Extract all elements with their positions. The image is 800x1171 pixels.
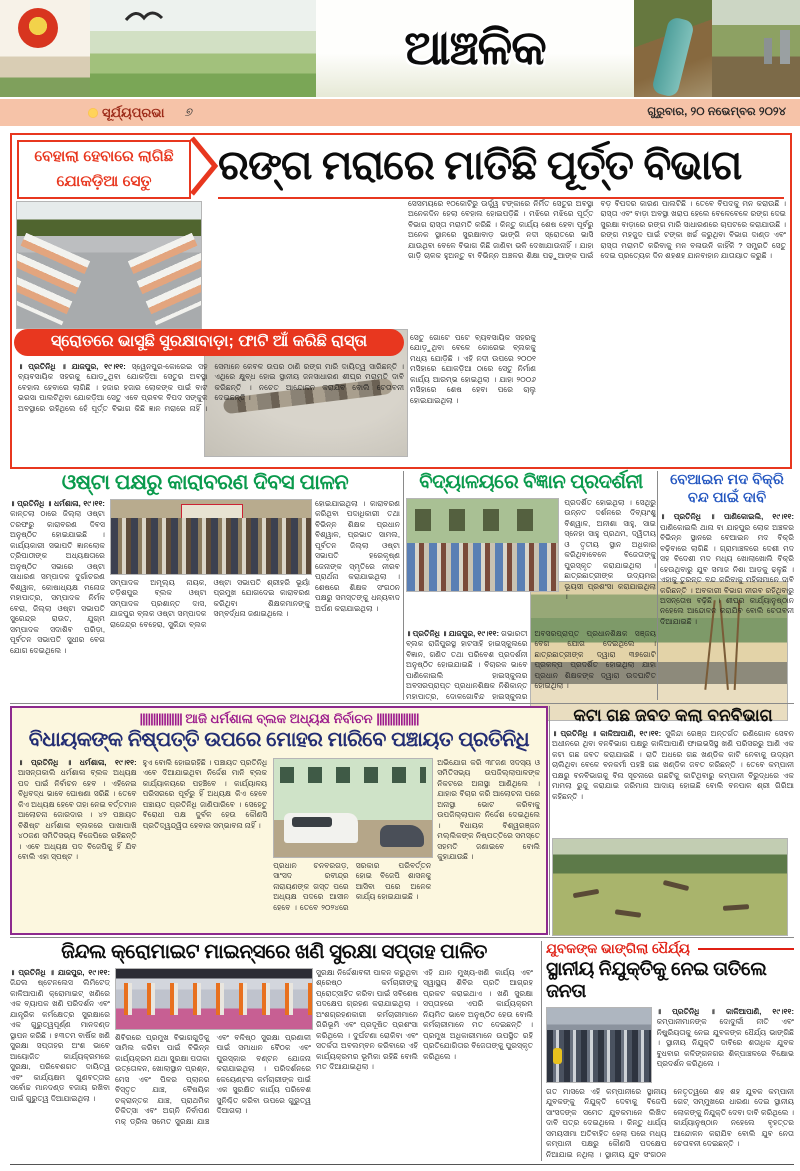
body-text: ଗଭାରତୀ ବ୍ଲକ ରାଜିପୁରସ୍ଥ ହାଟସାହି ହାଇସ୍କୁଲରେ ବିଜ୍ଞାନ, ଗଣିତ ତଥା ପରିବେଶ ପ୍ରଦର୍ଶନୀ ଅନୁଷ୍ଠିତ ହୋଇଯାଇଛି । ବିଚାରକ ଭାବେ ପାଣିକୋଇଲି ହାଇସ୍କୁଲର ଅବସରପ୍ରାପ୍ତ ପ୍ରଧାନଶିକ୍ଷକ ନିଶିକାନ୍ତ ମହାପାତ୍ର, ଦୋଳଗୋବିନ୍ଦ ହାଇସ୍କୁଲର ଅବସରପ୍ରାପ୍ତ ପ୍ରଧାନଶିକ୍ଷକ ସଞ୍ଜୟ ବେଗ ଯୋଗ ଦେଇଥିଲେ । ଛାତ୍ରଛାତ୍ରୀଙ୍କ ଦ୍ୱାରା ୩୭ଗୋଟି ପ୍ରକଳ୍ପ ପ୍ରଦର୍ଶିତ ହୋଇଥିଲା ଯାହା ପ୍ରଧାନ ଶିକ୍ଷକଙ୍କ ଦ୍ୱାରା ଉଦଘାଟିତ ହୋଇଥିଲା । xyxy=(406,629,656,701)
byline: ॥ ପ୍ରତିନିଧି ॥ ପାଣିକୋଇଲି, ୧୯।୧୧: xyxy=(660,512,794,522)
bridge-kicker-box xyxy=(17,140,191,199)
osta-headline: ଓଷ୍ଟା ପକ୍ଷରୁ କାରାବରଣ ଦିବସ ପାଳନ xyxy=(61,471,349,494)
election-headline: ବିଧାୟକଙ୍କ ନିଷ୍ପତ୍ତି ଉପରେ ମୋହର ମାରିବେ ପଞ୍ଚାୟତ ପ୍ରତିନିଧି xyxy=(28,728,530,751)
bridge-body-right xyxy=(408,199,786,327)
column-divider xyxy=(549,706,550,935)
page-number: ୭ xyxy=(184,105,192,119)
byline: ॥ ପ୍ରତିନିଧି ॥ ଧର୍ମଶାଳା, ୧୯।୧୧: xyxy=(18,758,137,767)
body-text: ପ୍ରଦର୍ଶିତ ହୋଇଥିଲା । ସେଥିରୁ ଉନ୍ନତ ଦର୍ଶନରେ ଦିବ୍ୟାଂଶୁ ବିଶ୍ୱାଳ, ଅନୀଶା ସାହୁ, ସାଇ ସ୍ନେହା ସାହୁ ପ୍ରଥମ, ଦ୍ୱିତୀୟ ଓ ତୃତୀୟ ସ୍ଥାନ ଅଧିକାର କରିଥିବାବେଳେ ବିଜେତାଙ୍କୁ ପୁରସ୍କୃତ କରାଯାଇଥିଲା । ଛାତ୍ରଛାତ୍ରୀଙ୍କ ଉଦ୍ୟମର ଭୂୟସୀ ପ୍ରଶଂସା କରାଯାଇଥିଲା । xyxy=(564,498,656,602)
election-body-col4 xyxy=(437,758,540,916)
osta-body-col3 xyxy=(315,499,400,724)
body-text: ସେସମୟରେ ୧୦କୋଟିରୁ ଊର୍ଦ୍ଧ୍ୱ ଟଙ୍କାରେ ନିର୍ମିତ ସେତୁର ଅବସ୍ଥା ଅନେକଦିନ ହେଲା ବେହାଲ ହୋଇପଡ଼ିଛି । ମଝିରେ ମଝିରେ ପୂର୍ତ୍ତ ବିଭାଗ ରାସ୍ତା ମରାମତି କରିଛି । କିନ୍ତୁ କାର୍ଯ୍ୟ ଶେଷ ହେବା ପୂର୍ବରୁ ଅନେକ ସ୍ଥାନରେ ସୁରକ୍ଷାବାଡ଼ ଭାଙ୍ଗି ନଦୀ ସ୍ରୋତରେ ଭାସି ଯାଉଥିବା ବେଳେ ବିଭାଗ କିଛି ଜାଣିବା ଭଳି ଦେଖାଯାଉନାହିଁ । ଯାହା ଗାଡ଼ି ଚାଳକ ହୁଅନ୍ତୁ ବା ବିଭିନ୍ନ ଅଞ୍ଚଳର ଶିକ୍ଷା ପଢ଼ୁଆଙ୍କ ପାଇଁ ବଡ଼ ବିପଦର କାରଣ ପାଲଟିଛି । ତେବେ ବିପଦକୁ ମନ କରାଉଛି । ରାସ୍ତା ଏବଂ ବାଡ଼ା ଅବସ୍ଥା ଖରାପ ହେଲେ ବେଳେବେଳେ ରଙ୍ଗ ଦେଇ ସୁରକ୍ଷା ବାଡ଼ାରେ ରଙ୍ଗ ମାରି ସାଧାରଣରେ ଚାପଟରେ କରାଯାଉଛି । ରଙ୍ଗ ମହଜୁଦ ପାଇଁ ଟଙ୍କା ଖର୍ଚ୍ଚ କରୁଥିବା ବିଭାଗ ଦାଣ୍ଡ ଏବଂ ରାସ୍ତା ମରାମତି କରିବାକୁ ମନ ବଳାଉନି କାହିଁକି ? ସମ୍ପ୍ରତି ସେତୁ ଦେଇ ପ୍ରତ୍ୟେକ ଦିନ ଶହଶହ ଯାନବାହାନ ଯାତାୟାତ କରୁଛି । xyxy=(408,199,786,261)
byline: ॥ ପ୍ରତିନିଧି ॥ ଧର୍ମଶାଳା, ୧୯।୧୧: xyxy=(10,499,105,508)
body-text: କାନ୍ତଲା ଠାରେ ଜିଲ୍ଲା ଓଷ୍ଟା ତରଫରୁ କାରାବରଣ ଦିବସ ଅନୁଷ୍ଠିତ ହୋଇଯାଇଛି । କାର୍ଯ୍ୟକାରୀ ସଭାପତି ଜ୍ଞାନଲୋକ ତ୍ରିପାଠୀଙ୍କ ଅଧ୍ୟକ୍ଷତାରେ ଅନୁଷ୍ଠିତ ସଭାରେ ଓଷ୍ଟା ସାଧାରଣ ସମ୍ପାଦକ ଦୁର୍ଗାଚରଣ ବିଶ୍ୱାଳ, କୋଷାଧ୍ୟକ୍ଷ ମନୋଜ ମହାପାତ୍ର, ସମ୍ପାଦକ ନିର୍ମଳ ବେରା, ଜିଲ୍ଲା ଓଷ୍ଟା ସଭାପତି ସୁରେନ୍ଦ୍ର ରାଉତ, ଯୁଗ୍ମ ସମ୍ପାଦକ ସଦାଶିବ ପରିଡ଼ା, ପୂର୍ବତନ ସଭାପତି ସୁଧୀର ବେଗ ଯୋଗ ଦେଇଥିଲେ । xyxy=(10,509,105,655)
body-text: ହୁଏ ବୋଲି ହୋଇରହିଛି । ପଞ୍ଚାୟତ ପ୍ରତିନିଧି ଏବେ ଦିଆଯାଇଥିବା ନିର୍ଦ୍ଦେଶ ମାନି ବ୍ଲକ କାର୍ଯ୍ୟାଳୟରେ ପହଞ୍ଚିବେ । କାର୍ଯ୍ୟାଳୟ ପରିସରରେ ପୂର୍ବରୁ ହିଁ ଅଧ୍ୟକ୍ଷ କିଏ ହେବେ ପଞ୍ଚାୟତ ପ୍ରତିନିଧି ଜାଣିପାରିବେ । ସେହେତୁ ବିରୋଧୀ ପକ୍ଷ ଦୁର୍ବଳ ହେଉ କୌଣସି ପ୍ରତିଦ୍ୱନ୍ଦ୍ୱିତା ହେବାର ସମ୍ଭାବନା ନାହିଁ । xyxy=(142,758,268,830)
row-divider xyxy=(10,703,794,704)
protest-headline: ସ୍ଥାନୀୟ ନିଯୁକ୍ତିକୁ ନେଇ ତାତିଲେ ଜନତା xyxy=(546,959,767,1002)
mines-body-col5 xyxy=(423,968,533,1156)
body-text: ସୁକିନ୍ଦା ରେଞ୍ଜ ଅନ୍ତର୍ଗତ ରଣିଗୋଳ ସେବନ ଅଧୀନରେ ଥିବା ବନବିଭାଗ ପକ୍ଷରୁ କାଳିଆପାଣି ଫାଇଭସିସ୍ଥ ଖଣି ପରିସରରୁ ଆଣି ଏକ କଟା ଗଛ ଜବତ କରାଯାଇଛି । ରାତି ଅଧରେ ଗଛ ଖଣ୍ଡିକ କାଟି ନେବାକୁ ଉଦ୍ୟମ ଚାଲିଥିବା ବେଳେ ବନକର୍ମୀ ପହଞ୍ଚି ଗଛ ଖଣ୍ଡିକ ଜବତ କରିଛନ୍ତି । ତେବେ କମ୍ପାନୀ ପକ୍ଷରୁ ବନବିଭାଗକୁ ବିନା ସୂଚନାରେ ଗଛଟିକୁ କାଟିଥିବାରୁ କମ୍ପାନୀ ବିରୁଦ୍ଧରେ ଏକ ମାମଲା ରୁଜୁ କରାଯାଇ ଜରିମାନା ଆଦାୟ ହୋଇଛି ବୋଲି ବନପାଳ ଶ୍ରୀ ଗିରିଆ କହିଛନ୍ତି । xyxy=(552,729,794,801)
kicker-bars-right: |||||||||||||||| xyxy=(376,711,419,726)
body-text: ଜିନ୍ଦଲ ଷ୍ଟେନଲେସ ଲିମିଟେଡ୍‌ କାଳିଆପାଣି କ୍ରୋମାଇଟ୍ ଖଣିରେ ଏକ ବ୍ୟାପକ ଖଣି ପରିଦର୍ଶନ ଏବଂ ଯାନ୍ତ୍ରିକ କର୍ମକ୍ଷେତ୍ର ସୁରକ୍ଷାରେ ଏକ ଗୁରୁତ୍ୱପୂର୍ଣ୍ଣ ମାନଦଣ୍ଡ ସ୍ଥାପନ କରିଛି । ୫୩ତମ ବାର୍ଷିକ ଖଣି ସୁରକ୍ଷା ସପ୍ତାହର ଅଂଶ ଭାବେ ଆୟୋଜିତ କାର୍ଯ୍ୟକ୍ରମରେ ସୁରକ୍ଷା, ପରିବେଶଗତ ଦାୟିତ୍ୱ ଏବଂ କାର୍ଯ୍ୟକ୍ଷମ ଗୁଣବତ୍ତାର ସର୍ବୋଚ୍ଚ ମାନଦଣ୍ଡ ବଜାୟ ରଖିବା ପାଇଁ ଗୁରୁତ୍ୱ ଦିଆଯାଇଥିଲା । xyxy=(10,978,110,1103)
article-science xyxy=(406,471,656,700)
body-text: ପ୍ରଧାନ ଚନବରଗଡ଼, ସାଂସଦ ରବୀନ୍ଦ୍ର ନାରାୟଣଙ୍କ ଗସ୍ତ ପରେ ଅଧ୍ୟକ୍ଷ ପଦରେ ଆସୀନ ହେବେ । ତେବେ ୨୦୨୪ରେ ସରକାର ପରିବର୍ତ୍ତନ ହୋଇ ବିଜେପି ଶାସନକୁ ଆସିବା ପରେ ଅନେକ କାର୍ଯ୍ୟ ହୋଇଯାଇଛି । xyxy=(273,861,432,912)
election-body-col1 xyxy=(18,758,137,916)
protest-body-bottom xyxy=(546,1087,794,1171)
column-divider xyxy=(657,471,658,700)
science-headline: ବିଦ୍ୟାଳୟରେ ବିଜ୍ଞାନ ପ୍ରଦର୍ଶନୀ xyxy=(419,471,643,493)
science-exhibition-photo xyxy=(406,498,559,592)
election-body-mid xyxy=(273,861,431,917)
protest-crowd-photo xyxy=(546,1007,652,1083)
body-text: ଆସନ୍ତାକାଲି ଧର୍ମଶାଳା ବ୍ଲକ ଅଧ୍ୟକ୍ଷ ପଦ ପାଇଁ ନିର୍ବାଚନ ହେବ । ଏହିନେଇ ବିଧିବଦ୍ଧ ଭାବେ ଘୋଷଣା ସରିଛି । ତେବେ କିଏ ଅଧ୍ୟକ୍ଷ ହେବେ ତାହା ନେଇ ବର୍ତ୍ତମାନ ଆଲୋଚନା ଜୋରଦାର । ୪୨ ପଞ୍ଚାୟତ ବିଶିଷ୍ଟ ଧର୍ମଶାଳା ବ୍ଲକରେ ପାଖାପାଖି ୪୦ଜଣ ସମିତିସଭ୍ୟ ବିଜେପିରେ ରହିଛନ୍ତି । ଏବେ ଅଧ୍ୟକ୍ଷ ପଦ ବିଜେପିକୁ ହିଁ ଯିବ ବୋଲି ଏହା ସ୍ପଷ୍ଟ । xyxy=(18,768,137,862)
bridge-body-mid xyxy=(410,333,536,461)
body-text: କମ୍ପାନୀମାନଙ୍କ ଦୋଦୁର୍ଲୀ ନୀତି ଏବଂ ନିଷ୍କ୍ରିୟତାକୁ ନେଇ ଯୁବକଙ୍କ ଧୈର୍ଯ୍ୟ ଭାଙ୍ଗିଛି । ସ୍ଥାନୀୟ ନିଯୁକ୍ତି ଦାବିରେ ଶତାଧିକ ଯୁବକ ବୁଧବାର କଳିଙ୍ଗନଗର ଶିଳ୍ପାଞ୍ଚଳରେ ବିକ୍ଷୋଭ ପ୍ରଦର୍ଶନ କରିଥିଲେ । xyxy=(656,1017,794,1069)
body-text: ଶିବିରରେ ପ୍ରମୁଖ ବିଭାଗଗୁଡ଼ିକୁ ସାମିଲ କରିବା ପାଇଁ ବିଭିନ୍ନ କାର୍ଯ୍ୟକ୍ରମ ଯଥା ସୁରକ୍ଷା ପତାକା ଉତ୍ତୋଳନ, ଖୋଲାସ୍ଥାନ ପ୍ରଶ୍ନ, ମେସ ଏବଂ ପିଳର ପ୍ଲାନର ବିସ୍ତୃତ ଯାଞ୍ଚ, ବୈଷୟିକ ଚକ୍ରାନ୍ତକ ଯାଞ୍ଚ, ପ୍ରାଥମିକ ଚିକିତ୍ସା ଏବଂ ଅଗ୍ନି ନିର୍ବାପଣ ମକ୍ ଡ୍ରିଲ ସମେତ ସୁରକ୍ଷା ଯାଞ୍ଚ ଏବଂ ବଳିଷ୍ଠ ସୁରକ୍ଷା ପ୍ରଣାଳୀ ପାଇଁ ସମାଧାନ ବୈଠକ ଏବଂ ପୁରସ୍କାର ବଣ୍ଟନ ଯୋଜନା କରାଯାଇଥିଲା । ପରିଦର୍ଶନରେ କେୟେଣ୍ଟଲ କର୍ମଚାରୀଙ୍କ ପାଇଁ ଏକ ସୁରକ୍ଷିତ କାର୍ଯ୍ୟ ପରିବେଶ ସୁନିଶ୍ଚିତ କରିବା ଉପରେ ଗୁରୁତ୍ୱ ଦିଆଗଲା । xyxy=(115,1033,311,1126)
kicker-rule xyxy=(698,948,794,950)
brand-name: ସୂର୍ଯ୍ୟପ୍ରଭା xyxy=(102,104,165,120)
byline: ॥ ପ୍ରତିନିଧି ॥ ଯାଜପୁର, ୧୯।୧୧: xyxy=(18,362,126,371)
column-divider xyxy=(541,941,542,1161)
osta-group-photo xyxy=(110,499,312,575)
article-election xyxy=(10,706,548,935)
protest-kicker-row xyxy=(546,941,794,957)
body-text: ହୋଇଯାଇଥିଲା । କାରାବରଣ କରିଥିବା ପଦାଧିକାରୀ ତଥା ବିଭିନ୍ନ ଶିକ୍ଷକ ପ୍ରଧାନ ବିଶ୍ୱାଳ, ପ୍ରଭାତ ସାମଲ, ପୂର୍ବତନ ଜିଲ୍ଲା ଓଷ୍ଟା ସଭାପତି ହରେକୃଷ୍ଣ ଜେନାଙ୍କ ସ୍ମୃତିରେ ନୀରବ ପ୍ରାର୍ଥନା କରାଯାଇଥିଲା । ଶେଷରେ ଶିକ୍ଷକ ସଂଗଠନ ପକ୍ଷରୁ ସମସ୍ତଙ୍କୁ ଧନ୍ୟବାଦ ଅର୍ପଣ କରାଯାଇଥିଲା । xyxy=(314,499,400,613)
masthead-photo-ruins-factory xyxy=(712,0,800,97)
osta-body-col1 xyxy=(10,499,105,724)
pigeon-icon xyxy=(124,6,164,30)
bridge-photo xyxy=(16,201,202,329)
kicker-bars-left: |||||||||||||||| xyxy=(139,711,182,726)
section-title: ଆଞ୍ଚଳିକ xyxy=(404,21,546,75)
liquor-headline: ବେଆଇନ ମଦ ବିକ୍ରି ବନ୍ଦ ପାଇଁ ଦାବି xyxy=(670,472,784,507)
body-text: ଅଭିଯୋଗ କରି ୩୮ଜଣ ସଦସ୍ୟ ଓ ସମିତିସଭ୍ୟ ଉପଜିଲ୍ଲାପାଳଙ୍କ ନିକଟରେ ଅନାସ୍ଥା ଆଣିଥିଲେ । ଯାହାର ବିଚାର କରି ଆଲୋଚନା ପରେ ଅନାସ୍ଥା ଭୋଟ କରିବାକୁ ଉପଜିଲ୍ଲାପାଳ ନିର୍ଦ୍ଦେଶ ଦେଇଥିଲେ । ବିଧାୟକ ବିଶ୍ୱରଞ୍ଜନ ମଲ୍ଲିକଙ୍କ ନିଷ୍ପତ୍ତିରେ ସମସ୍ତେ ସହମତି ଜଣାଇବେ ବୋଲି କୁହାଯାଉଛି । xyxy=(437,758,540,862)
forest-headline: କଟା ଗଛ ଜବତ କଲା ବନବିଭାଗ xyxy=(573,706,773,725)
article-mines xyxy=(10,941,538,1163)
protest-body-side xyxy=(657,1007,794,1081)
protest-kicker: ଯୁବକଙ୍କ ଭାଙ୍ଗିଲା ଧୈର୍ଯ୍ୟ xyxy=(546,941,690,956)
body-text: ଗତ ମାସରେ ଏହି କମ୍ପାନୀରେ ସ୍ଥାନୀୟ ଯୁବକଙ୍କୁ ନିଯୁକ୍ତି ଦେବାକୁ ବିଜେପି ସାଂସଦଙ୍କ ସମେତ ଯୁବକମାନେ ଲିଖିତ ଦାବି ପତ୍ର ଦେଇଥିଲେ । କିନ୍ତୁ ଧାର୍ଯ୍ୟ ସମୟସୀମା ଅତିବାହିତ ହେଲା ପରେ ମଧ୍ୟ କମ୍ପାନୀ ପକ୍ଷରୁ କୌଣସି ପଦକ୍ଷେପ ନିଆଯାଇ ନଥିଲା । ସ୍ଥାନୀୟ ଯୁବ ସଂଗଠନ ନେତୃତ୍ୱରେ ଶହ ଶହ ଯୁବକ କମ୍ପାନୀ ଗେଟ୍ ସମ୍ମୁଖରେ ଧାରଣା ଦେଇ ସ୍ଥାନୀୟ ଲୋକଙ୍କୁ ନିଯୁକ୍ତି ଦେବା ଦାବି କରିଥିଲେ । କାର୍ଯ୍ୟାନୁଷ୍ଠାନ ନହେଲେ ବୃହତ୍ତର ଆନ୍ଦୋଳନ କରାଯିବ ବୋଲି ଯୁବ ନେତା ଚେତାବନୀ ଦେଇଛନ୍ତି । xyxy=(546,1087,794,1159)
edition-date: ଗୁରୁବାର, ୨୦ ନଭେମ୍ବର ୨୦୨୪ xyxy=(647,106,786,118)
article-forest xyxy=(552,706,794,935)
row-divider xyxy=(10,937,794,938)
forest-body xyxy=(552,729,794,833)
article-osta xyxy=(10,471,400,700)
article-protest xyxy=(546,941,794,1163)
body-text: ପାଣିକୋଇଲି ଥାନା ବା ଯାହପୁର ଲୋକ ଅଞ୍ଚଳର ବିଭିନ୍ନ ସ୍ଥାନରେ ବେଆଇନ ମଦ ବିକ୍ରି ବଢ଼ିବାରେ ଲାଗିଛି । ଗ୍ରାମାଞ୍ଚଳରେ ଦେଶୀ ମଦ ସହ ବିଦେଶୀ ମଦ ମଧ୍ୟ ଖୋଲାଖୋଲି ବିକ୍ରି ହେଉଥିବାରୁ ଯୁବ ସମାଜ ନିଶା ଆଡ଼କୁ ଢଳୁଛି । ଏହାକୁ ତୁରନ୍ତ ବନ୍ଦ କରିବାକୁ ମହିଳାମାନେ ଦାବି କରିଛନ୍ତି । ଅବକାରୀ ବିଭାଗ ନୀରବ ରହିଥିବାରୁ ଅସନ୍ତୋଷ ବଢ଼ିଛି । ଶୀଘ୍ର କାର୍ଯ୍ୟାନୁଷ୍ଠାନ ନହେଲେ ଆନ୍ଦୋଳନ କରାଯିବ ବୋଲି ଚେତାବନୀ ଦିଆଯାଇଛି । xyxy=(660,522,794,626)
column-divider xyxy=(403,471,404,700)
kicker-text: ଆଜି ଧର୍ମଶାଳା ବ୍ଲକ ଅଧ୍ୟକ୍ଷ ନିର୍ବାଚନ xyxy=(185,711,373,726)
masthead-photo-temple xyxy=(0,0,90,97)
seized-trees-photo xyxy=(552,838,788,936)
bridge-strapline: ସ୍ରୋତରେ ଭାସୁଛି ସୁରକ୍ଷାବାଡ଼ା; ଫାଟି ଆଁ କରିଛି ରାସ୍ତା xyxy=(14,329,404,356)
article-bridge xyxy=(10,133,792,469)
body-text: ଏହି ଯାନ ମୁଖ୍ୟ-ଖଣି କାର୍ଯ୍ୟ ଏବଂ ସ୍ୱାସ୍ଥ୍ୟ ଶିବିର ପ୍ରତି ଆଗ୍ରହ ପ୍ରକଟ କରାଇଥାଏ । ଖଣି ସୁରକ୍ଷା ସପ୍ତାହରେ ଏପରି କାର୍ଯ୍ୟକ୍ରମ ନିୟମିତ ଭାବେ ଅନୁଷ୍ଠିତ ହେଉ ବୋଲି କର୍ମଚାରୀମାନେ ମତ ଦେଇଛନ୍ତି । ପ୍ରମୁଖ ଅଧିକାରୀମାନେ ଉପସ୍ଥିତ ରହି ପ୍ରତିଯୋଗିତାର ବିଜେତାଙ୍କୁ ପୁରସ୍କୃତ କରିଥିଲେ । xyxy=(423,968,533,1061)
bridge-kicker: ବେହାଲା ହେବାରେ ଲାଗିଛି ଯୋକଡ଼ିଆ ସେତୁ xyxy=(34,148,174,190)
mine-safety-photo xyxy=(115,968,313,1030)
science-body-side xyxy=(564,498,656,626)
body-text: ସେତୁ ଗୋଟେ ପଟେ ବ୍ୟବସାୟିକ ସହରକୁ ଯୋଡ଼ୁଥିବା ବେଳେ କୋରେଇ ବ୍ଲକକୁ ମଧ୍ୟ ଯୋଡ଼ିଛି । ଏହି ନଦୀ ଉପରେ ୨୦୦୧ ମସିହାରେ ଯୋକଡ଼ିଆ ଠାରେ ସେତୁ ନିର୍ମାଣ କାର୍ଯ୍ୟ ଆରମ୍ଭ ହୋଇଥିଲା । ଯାହା ୨୦୦୬ ମସିହାରେ ଶେଷ ହେବା ପରେ ଚାଲୁ ହୋଇଯାଇଥିଲା । xyxy=(410,333,536,405)
mines-body-col1 xyxy=(10,968,110,1156)
byline: ॥ ପ୍ରତିନିଧି ॥ କାଳିଆପାଣି, ୧୯।୧୧: xyxy=(656,1007,794,1016)
article-liquor xyxy=(660,471,794,700)
liquor-body xyxy=(660,512,794,700)
bridge-body-left xyxy=(18,362,404,460)
body-text: ସ୍ୱେନପୁର-କୋରେଇ ସହ ବ୍ୟବସାୟିକ ସହରକୁ ଯୋଡ଼ୁଥିବା ଯୋକଡ଼ିଆ ସେତୁର ଅବସ୍ଥା ବେହାଲ ହେବାରେ ଲାଗିଛି । ହଜାର ହଜାର ଲୋକଙ୍କ ପାଇଁ ବାଟ ଭରସା ପାଲଟିଥିବା ଯୋକଡ଼ିଆ ସେତୁ ଏବେ ପ୍ରବଳ ବିପଦ ସଙ୍କୁଳ ଅବସ୍ଥାରେ ରହିଥିଲେ ହେଁ ପୂର୍ତ୍ତ ବିଭାଗ କିଛି ଜ୍ଞାନ ମରାରେ ନାହିଁ । ସେମାନେ କେବଳ ଉପର ଠାଣି ରଙ୍ଗ ମାରି ଦାୟିତ୍ୱ ସାରିଛନ୍ତି । ଏଥିରେ କ୍ଷୁବ୍ଧ ହୋଇ ସ୍ଥାନୀୟ ଜନସାଧାରଣ ଶୀଘ୍ର ମରାମତି ଦାବି କରିଛନ୍ତି । ନଚେତ ଆନ୍ଦୋଳନ କରାଯିବ ବୋଲି ଚେତାବନୀ ଦେଇଛନ୍ତି । xyxy=(18,362,404,413)
date-bar xyxy=(0,99,800,126)
masthead-photo-field xyxy=(90,0,316,97)
mines-body-mid xyxy=(115,1033,311,1157)
mines-body-col4 xyxy=(316,968,418,1156)
byline: ॥ ପ୍ରତିନିଧି ॥ ଯାଜପୁର, ୧୯।୧୧: xyxy=(10,968,110,977)
masthead xyxy=(0,0,800,97)
masthead-photo-woman-child xyxy=(634,0,712,97)
body-text: ସମ୍ପାଦକ ଅମୂଲ୍ୟ ନାୟକ, ଚଡ଼ିଶପୁର ବ୍ଲକ ଓଷ୍ଟା ସମ୍ପାଦକ ପ୍ରଶାନ୍ତ ଦାସ, ଯାଜପୁର ବ୍ଲକ ଓଷ୍ଟା ସମ୍ପାଦକ ରାଜେନ୍ଦ୍ର ବେହେରା, ସୁକିନ୍ଦା ବ୍ଲକ ଓଷ୍ଟା ସଭାପତି ଶ୍ରୀହରି ଭୂୟାଁ ପ୍ରମୁଖ ଯୋଗଦେଇ କାରାବରଣ କରିଥିବା ଶିକ୍ଷକମାନଙ୍କୁ ସମ୍ବର୍ଦ୍ଧନା ଜଣାଇଥିଲେ । xyxy=(109,578,310,629)
election-body-col2 xyxy=(143,758,268,916)
election-kicker xyxy=(12,711,546,727)
byline: ॥ ପ୍ରତିନିଧି ॥ ଯାଜପୁର, ୧୯।୧୧: xyxy=(406,629,499,638)
sun-icon xyxy=(88,108,98,118)
kicker-arrow-icon xyxy=(190,135,218,197)
byline: ॥ ପ୍ରତିନିଧି ॥ କାଳିଆପାଣି, ୧୯।୧୧: xyxy=(552,729,662,738)
brand-logo xyxy=(88,105,164,121)
bridge-headline: ରଙ୍ଗ ମରାରେ ମାତିଛି ପୂର୍ତ୍ତ ବିଭାଗ xyxy=(218,135,784,199)
masthead-title-block xyxy=(316,0,634,97)
mines-headline: ଜିନ୍ଦଲ କ୍ରୋମାଇଟ ମାଇନ୍ସରେ ଖଣି ସୁରକ୍ଷା ସପ୍ତାହ ପାଳିତ xyxy=(61,941,487,963)
footer-rule xyxy=(10,1164,794,1165)
block-office-photo xyxy=(273,758,433,858)
body-text: ସୁରକ୍ଷା ନିର୍ଦ୍ଦେଶାବଳୀ ପାଳନ କରୁଥିବା ଶ୍ରେଷ୍ଠ କର୍ମଚାରୀଙ୍କୁ ପ୍ରୋତ୍ସାହିତ କରିବା ପାଇଁ ସବିଶେଷ ପଦକ୍ଷେପ ଗ୍ରହଣ କରାଯାଇଥିଲା । ଅଂଶଗ୍ରହଣକାରୀ କର୍ମଚାରୀମାନେ ଗିରିଭୂମି ଏବଂ ପ୍ରଦୂଷିତ ପ୍ରଶଂସା କରିଥିଲେ । ଦୁର୍ଘଟଣା ରୋକିବା ଏବଂ ସତର୍କତା ଅବଲମ୍ବନ କରିବାରେ ଏହି କାର୍ଯ୍ୟକ୍ରମର ଭୂମିକା ରହିଛି ବୋଲି ମତ ଦିଆଯାଇଥିଲା । xyxy=(316,968,418,1072)
